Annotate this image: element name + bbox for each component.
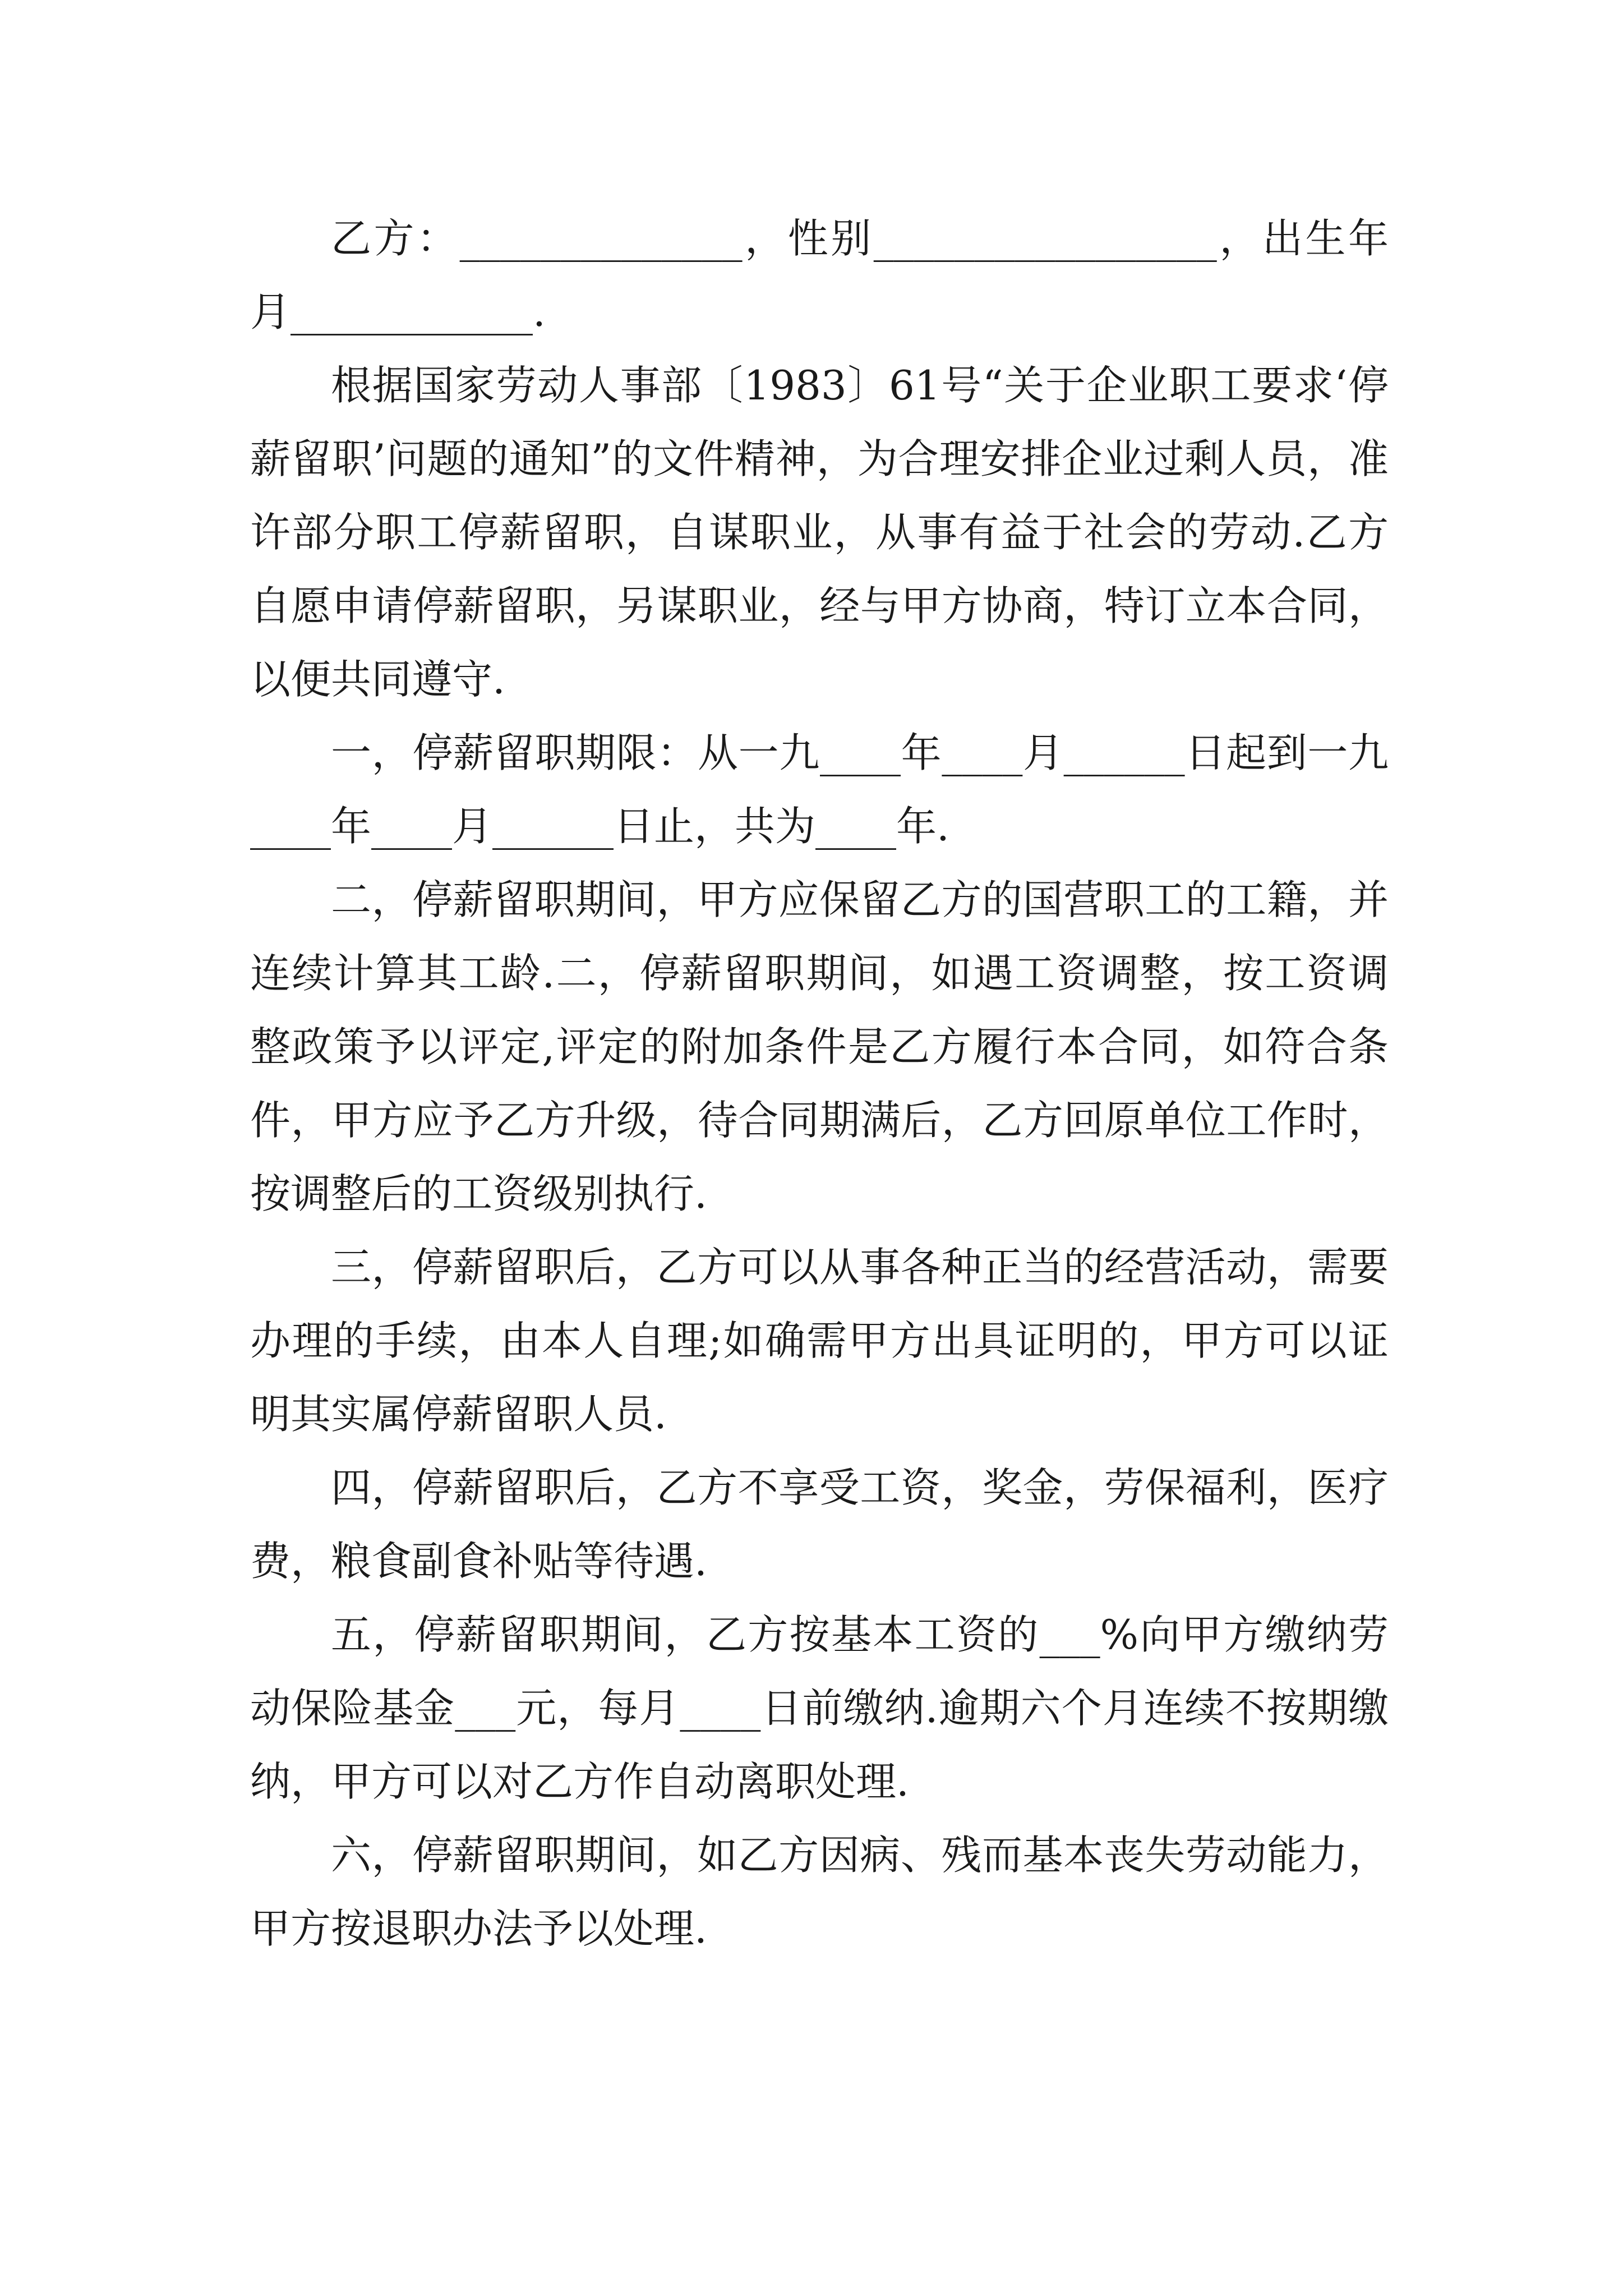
contract-body — [250, 202, 1389, 1966]
preamble-paragraph: 根据国家劳动人事部〔1983〕61号“关于企业职工要求‘停薪留职’问题的通知”的文件精神，为合理安排企业过剩人员，准许部分职工停薪留职，自谋职业，从事有益于社会的劳动.乙方自愿申请停薪留职，另谋职业，经与甲方协商，特订立本合同，以便共同遵守. — [250, 362, 1389, 703]
clause-5-insurance-fund: 五，停薪留职期间，乙方按基本工资的___%向甲方缴纳劳动保险基金___元，每月____日前缴纳.逾期六个月连续不按期缴纳，甲方可以对乙方作自动离职处理. — [250, 1611, 1389, 1805]
clause-1-term: 一，停薪留职期限：从一九____年____月______日起到一九____年____月______日止，共为____年. — [250, 729, 1389, 850]
clause-3-business-activities: 三，停薪留职后，乙方可以从事各种正当的经营活动，需要办理的手续，由本人自理;如确需甲方出具证明的，甲方可以证明其实属停薪留职人员. — [250, 1244, 1389, 1438]
clause-4-benefits: 四，停薪留职后，乙方不享受工资，奖金，劳保福利，医疗费，粮食副食补贴等待遇. — [250, 1464, 1389, 1585]
clause-2-retention: 二，停薪留职期间，甲方应保留乙方的国营职工的工籍，并连续计算其工龄.二，停薪留职期间，如遇工资调整，按工资调整政策予以评定,评定的附加条件是乙方履行本合同，如符合条件，甲方应予乙方升级，待合同期满后，乙方回原单位工作时，按调整后的工资级别执行. — [250, 876, 1389, 1217]
party-b-info-paragraph: 乙方：______________，性别_________________，出生年月____________. — [250, 215, 1389, 335]
clause-6-disability: 六，停薪留职期间，如乙方因病、残而基本丧失劳动能力，甲方按退职办法予以处理. — [250, 1832, 1389, 1952]
